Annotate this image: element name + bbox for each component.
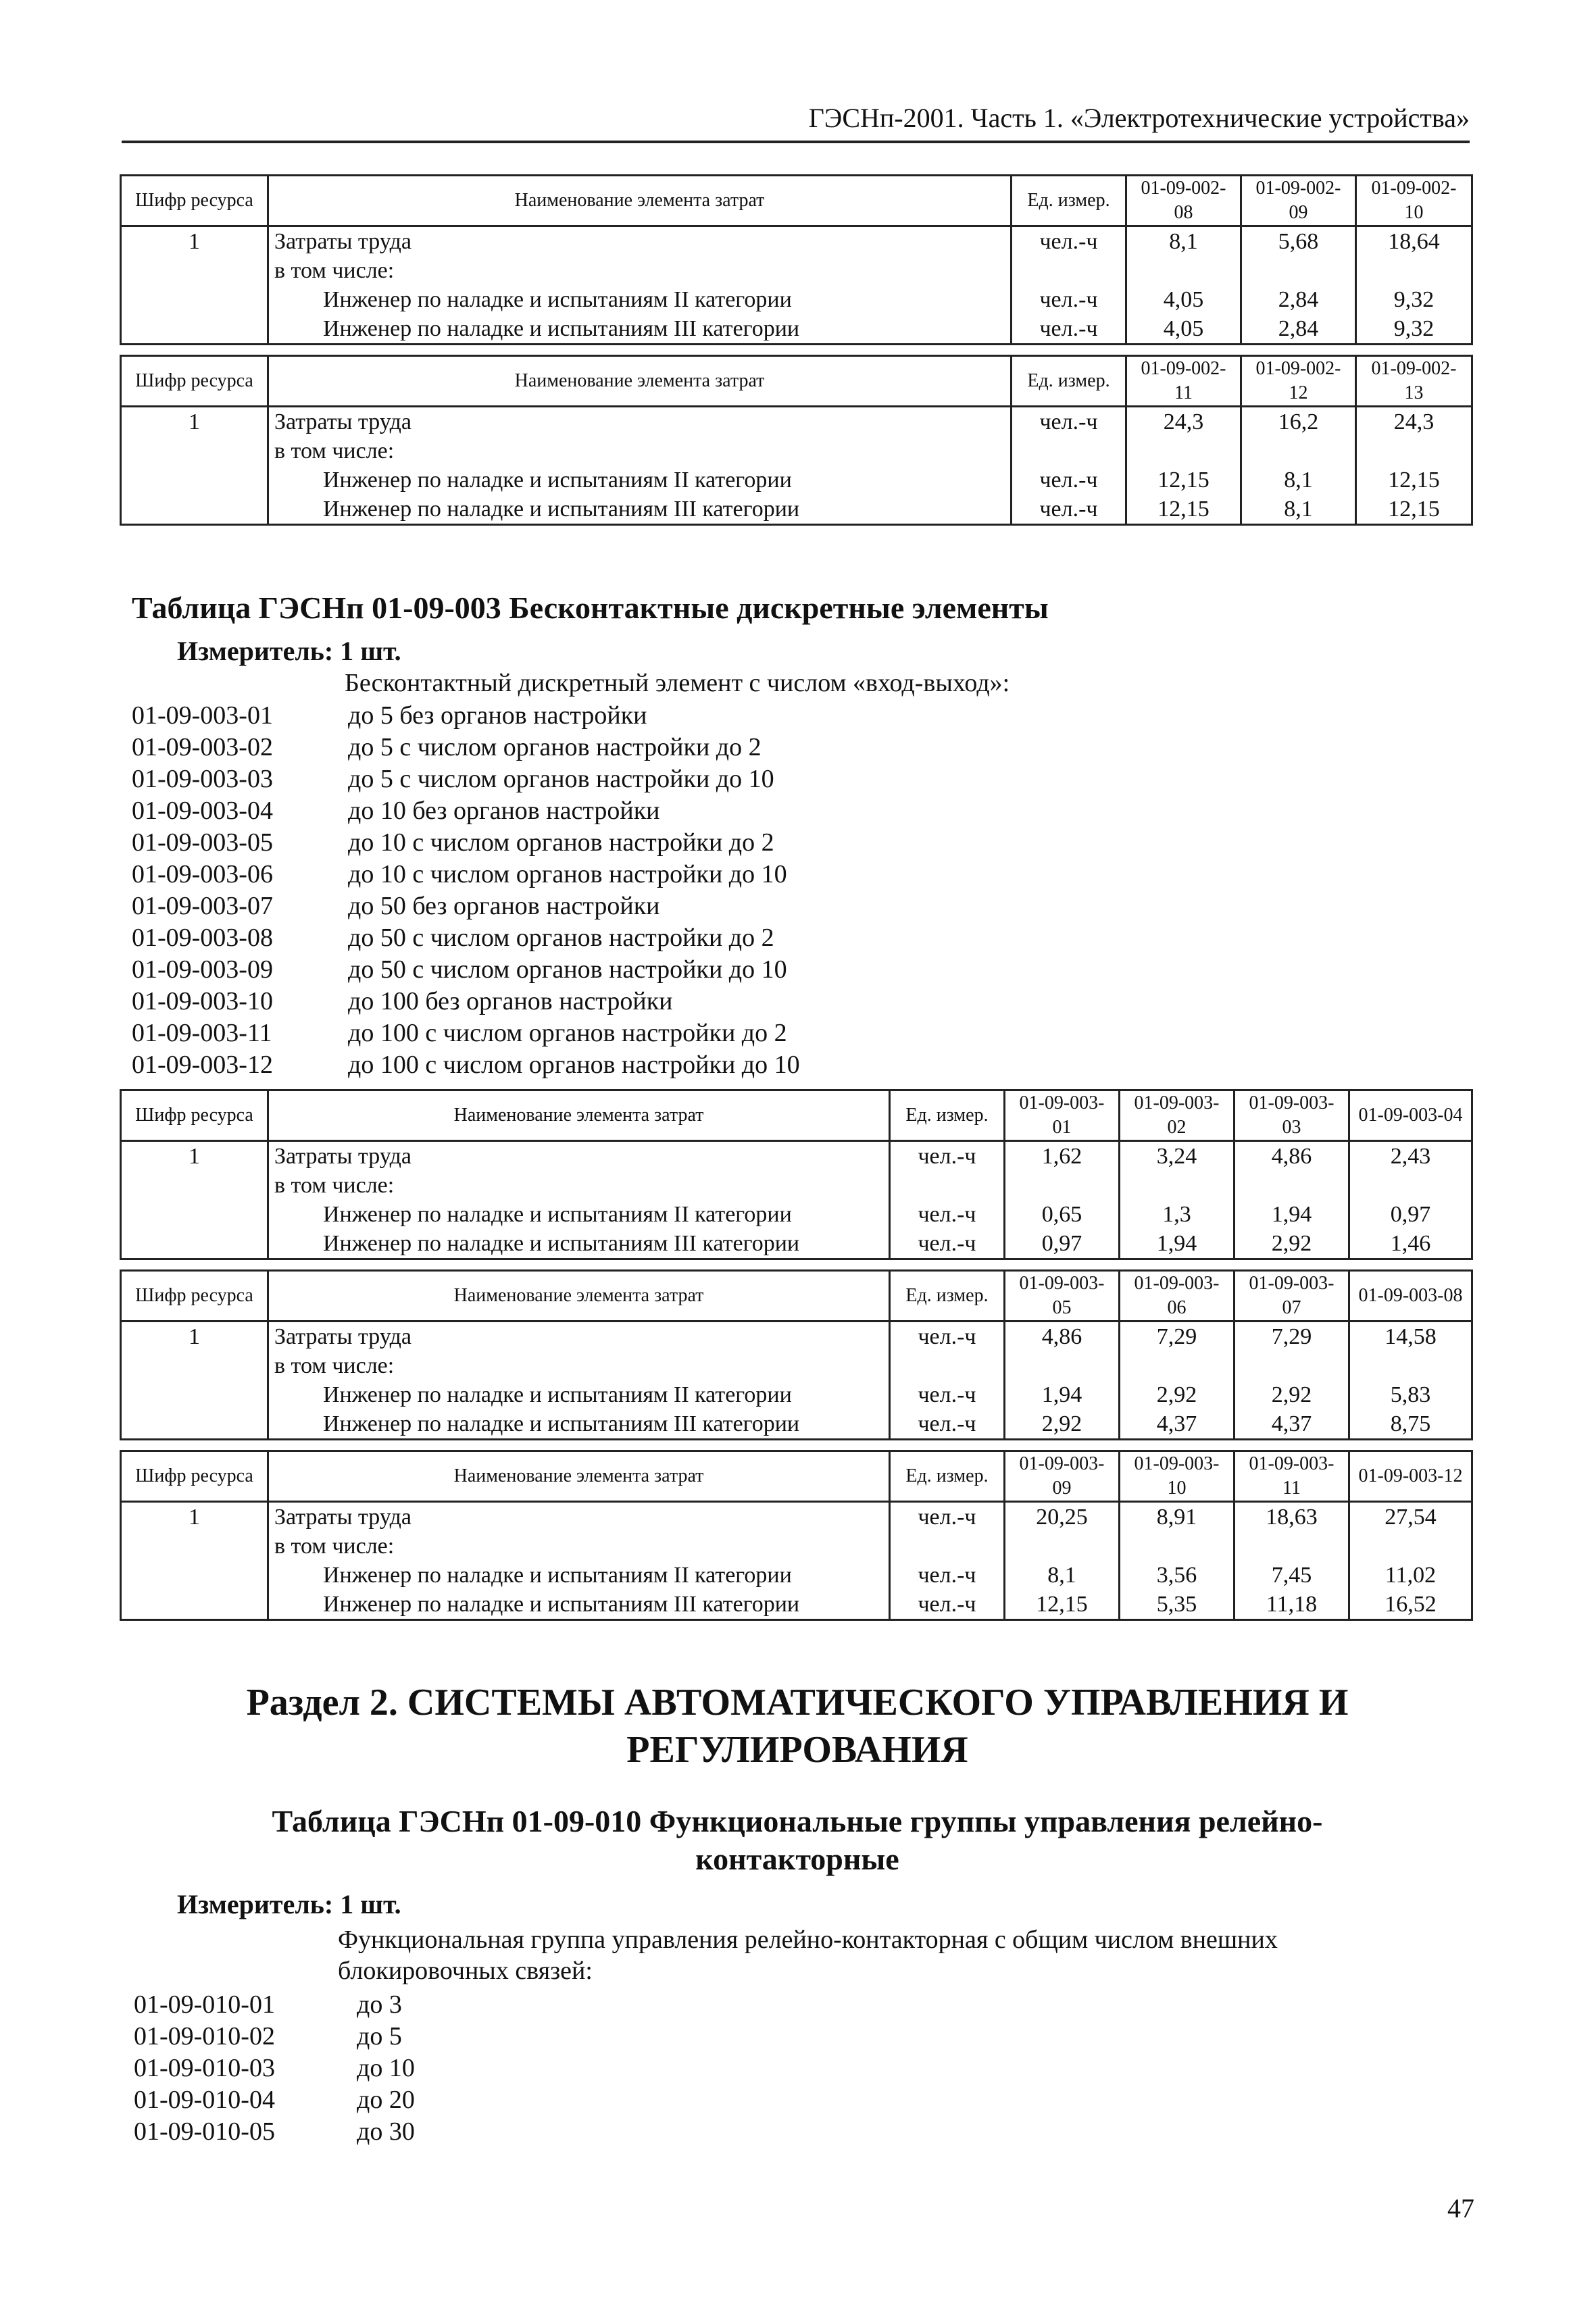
cell-value: 1,94	[1235, 1200, 1349, 1229]
cell-value	[1005, 1532, 1120, 1561]
table-010-intro	[338, 1924, 1278, 1986]
table-row	[121, 1229, 1472, 1259]
header-unit: Ед. измер.	[890, 1271, 1005, 1322]
header-cost-name: Наименование элемента затрат	[268, 1271, 890, 1322]
cell-value: 2,92	[1005, 1409, 1120, 1440]
table-header-row	[121, 1271, 1472, 1322]
item-code: 01-09-003-07	[132, 892, 273, 920]
cell-cost-name: в том числе:	[268, 1532, 890, 1561]
item-code: 01-09-003-10	[132, 987, 273, 1015]
cell-unit: чел.-ч	[890, 1322, 1005, 1352]
cell-value	[1235, 1171, 1349, 1200]
table-003-intro: Бесконтактный дискретный элемент с числом «вход-выход»:	[345, 669, 1010, 697]
cell-value: 11,02	[1349, 1561, 1472, 1590]
table-row	[121, 1409, 1472, 1440]
cell-value: 5,68	[1241, 226, 1356, 257]
item-description: до 100 с числом органов настройки до 2	[348, 1019, 787, 1047]
cell-value: 27,54	[1349, 1502, 1472, 1532]
cell-unit: чел.-ч	[1012, 407, 1126, 437]
cell-unit: чел.-ч	[1012, 285, 1126, 314]
cell-value	[1235, 1351, 1349, 1380]
list-item	[132, 1017, 800, 1049]
item-code: 01-09-003-05	[132, 828, 273, 857]
cell-value	[1235, 1532, 1349, 1561]
cell-resource-code	[121, 1532, 268, 1561]
list-item	[132, 795, 800, 827]
cell-resource-code	[121, 1200, 268, 1229]
item-description: до 20	[357, 2086, 415, 2114]
cell-cost-name: в том числе:	[268, 1171, 890, 1200]
cell-unit	[1012, 256, 1126, 285]
cell-value: 8,75	[1349, 1409, 1472, 1440]
cell-value	[1241, 256, 1356, 285]
cell-cost-name: Инженер по наладке и испытаниям III категории	[268, 314, 1012, 345]
header-norm-code: 01-09-003-05	[1005, 1271, 1120, 1322]
header-norm-code: 01-09-003-04	[1349, 1090, 1472, 1141]
cell-resource-code	[121, 1171, 268, 1200]
cell-unit: чел.-ч	[1012, 466, 1126, 495]
item-code: 01-09-003-01	[132, 701, 273, 730]
section-title-line-1: Раздел 2. СИСТЕМЫ АВТОМАТИЧЕСКОГО УПРАВЛЕНИЯ И	[246, 1682, 1349, 1724]
cell-value	[1356, 256, 1472, 285]
item-description: до 10	[357, 2054, 415, 2082]
table-gap	[121, 345, 1472, 356]
cell-value: 7,45	[1235, 1561, 1349, 1590]
table-row	[121, 1141, 1472, 1172]
table-row	[121, 1171, 1472, 1200]
cell-value: 14,58	[1349, 1322, 1472, 1352]
cell-value: 1,3	[1120, 1200, 1235, 1229]
cell-cost-name: Затраты труда	[268, 1322, 890, 1352]
header-cost-name: Наименование элемента затрат	[268, 1090, 890, 1141]
cell-value: 3,56	[1120, 1561, 1235, 1590]
cell-value: 24,3	[1126, 407, 1241, 437]
cell-value: 9,32	[1356, 314, 1472, 345]
item-description: до 50 без органов настройки	[348, 892, 660, 920]
table-row	[121, 256, 1472, 285]
cell-value: 18,63	[1235, 1502, 1349, 1532]
header-resource-code: Шифр ресурса	[121, 356, 268, 407]
table-row	[121, 285, 1472, 314]
cell-value: 8,1	[1005, 1561, 1120, 1590]
item-code: 01-09-010-03	[134, 2054, 275, 2082]
list-item	[132, 986, 800, 1017]
item-code: 01-09-010-04	[134, 2086, 275, 2114]
table-row	[121, 1380, 1472, 1409]
cell-unit: чел.-ч	[1012, 314, 1126, 345]
header-resource-code: Шифр ресурса	[121, 176, 268, 226]
header-norm-code: 01-09-003-11	[1235, 1451, 1349, 1502]
list-item	[134, 1989, 415, 2021]
cell-value: 1,46	[1349, 1229, 1472, 1259]
table-row	[121, 1351, 1472, 1380]
cell-value: 12,15	[1126, 466, 1241, 495]
table-row	[121, 1590, 1472, 1620]
header-norm-code: 01-09-002-12	[1241, 356, 1356, 407]
cell-unit	[890, 1532, 1005, 1561]
cell-value: 24,3	[1356, 407, 1472, 437]
cell-value: 1,94	[1005, 1380, 1120, 1409]
cell-value: 4,37	[1235, 1409, 1349, 1440]
list-item	[134, 2053, 415, 2084]
cell-value	[1349, 1171, 1472, 1200]
cell-resource-code: 1	[121, 1502, 268, 1532]
table-row	[121, 314, 1472, 345]
cell-value: 4,86	[1005, 1322, 1120, 1352]
header-norm-code: 01-09-003-06	[1120, 1271, 1235, 1322]
cell-resource-code	[121, 1380, 268, 1409]
item-code: 01-09-010-05	[134, 2117, 275, 2146]
cell-unit: чел.-ч	[890, 1502, 1005, 1532]
cell-cost-name: Инженер по наладке и испытаниям III категории	[268, 1229, 890, 1259]
table-header-row	[121, 1090, 1472, 1141]
header-unit: Ед. измер.	[890, 1451, 1005, 1502]
cell-value	[1120, 1532, 1235, 1561]
item-code: 01-09-003-06	[132, 860, 273, 888]
header-norm-code: 01-09-002-10	[1356, 176, 1472, 226]
table-003-title: Таблица ГЭСНп 01-09-003 Бесконтактные дискретные элементы	[132, 590, 1049, 625]
cell-resource-code: 1	[121, 407, 268, 437]
cell-value	[1005, 1171, 1120, 1200]
header-unit: Ед. измер.	[890, 1090, 1005, 1141]
cell-value	[1241, 436, 1356, 466]
header-norm-code: 01-09-002-08	[1126, 176, 1241, 226]
table-row	[121, 1502, 1472, 1532]
section-title-line-2: РЕГУЛИРОВАНИЯ	[626, 1729, 968, 1771]
cell-unit: чел.-ч	[890, 1141, 1005, 1172]
cell-value	[1356, 436, 1472, 466]
cell-cost-name: Затраты труда	[268, 1502, 890, 1532]
cell-resource-code: 1	[121, 226, 268, 257]
cell-cost-name: Затраты труда	[268, 226, 1012, 257]
list-item	[132, 827, 800, 859]
cell-cost-name: Инженер по наладке и испытаниям II категории	[268, 1200, 890, 1229]
table-010-title-line-2: контакторные	[695, 1842, 899, 1876]
cell-value: 5,35	[1120, 1590, 1235, 1620]
cell-cost-name: Инженер по наладке и испытаниям III категории	[268, 1409, 890, 1440]
cell-value: 4,86	[1235, 1141, 1349, 1172]
cell-value	[1349, 1351, 1472, 1380]
table-header-row	[121, 1451, 1472, 1502]
table-010-title-line-1: Таблица ГЭСНп 01-09-010 Функциональные группы управления релейно-	[272, 1804, 1323, 1838]
item-code: 01-09-003-02	[132, 733, 273, 761]
header-norm-code: 01-09-003-08	[1349, 1271, 1472, 1322]
cell-value: 1,62	[1005, 1141, 1120, 1172]
list-item	[134, 2084, 415, 2116]
item-code: 01-09-003-11	[132, 1019, 272, 1047]
cell-cost-name: в том числе:	[268, 436, 1012, 466]
header-norm-code: 01-09-003-09	[1005, 1451, 1120, 1502]
cell-value: 0,97	[1005, 1229, 1120, 1259]
list-item	[132, 700, 800, 732]
cell-value: 12,15	[1356, 466, 1472, 495]
table-010-item-list	[134, 1989, 415, 2148]
header-cost-name: Наименование элемента затрат	[268, 176, 1012, 226]
table-row	[121, 226, 1472, 257]
item-code: 01-09-003-04	[132, 797, 273, 825]
table-010-intro-line-2: блокировочных связей:	[338, 1957, 593, 1985]
header-norm-code: 01-09-002-13	[1356, 356, 1472, 407]
cell-value	[1126, 256, 1241, 285]
table-header-row	[121, 356, 1472, 407]
cell-value	[1120, 1351, 1235, 1380]
header-cost-name: Наименование элемента затрат	[268, 356, 1012, 407]
cell-cost-name: Инженер по наладке и испытаниям III категории	[268, 495, 1012, 525]
table-row	[121, 495, 1472, 525]
cell-value	[1005, 1351, 1120, 1380]
item-code: 01-09-003-08	[132, 924, 273, 952]
cell-cost-name: Затраты труда	[268, 407, 1012, 437]
header-cost-name: Наименование элемента затрат	[268, 1451, 890, 1502]
cost-table-003	[120, 1089, 1473, 1621]
item-description: до 30	[357, 2117, 415, 2146]
cell-value: 4,37	[1120, 1409, 1235, 1440]
table-010-title	[122, 1803, 1473, 1878]
cell-value: 9,32	[1356, 285, 1472, 314]
cell-cost-name: Инженер по наладке и испытаниям II категории	[268, 1380, 890, 1409]
cell-value: 8,1	[1126, 226, 1241, 257]
table-010-measure: Измеритель: 1 шт.	[177, 1889, 401, 1919]
cell-value: 4,05	[1126, 314, 1241, 345]
cell-value: 8,1	[1241, 495, 1356, 525]
table-header-row	[121, 176, 1472, 226]
list-item	[132, 922, 800, 954]
item-description: до 5 с числом органов настройки до 10	[348, 765, 774, 793]
cell-value: 4,05	[1126, 285, 1241, 314]
cell-cost-name: Инженер по наладке и испытаниям II категории	[268, 466, 1012, 495]
cell-resource-code	[121, 256, 268, 285]
cell-value: 8,91	[1120, 1502, 1235, 1532]
cell-unit: чел.-ч	[890, 1409, 1005, 1440]
cell-resource-code	[121, 1409, 268, 1440]
item-description: до 10 с числом органов настройки до 2	[348, 828, 774, 857]
cell-cost-name: Инженер по наладке и испытаниям II категории	[268, 1561, 890, 1590]
header-norm-code: 01-09-002-11	[1126, 356, 1241, 407]
cell-resource-code	[121, 466, 268, 495]
cell-unit	[1012, 436, 1126, 466]
cell-value: 7,29	[1235, 1322, 1349, 1352]
cell-value: 11,18	[1235, 1590, 1349, 1620]
cell-unit	[890, 1171, 1005, 1200]
cell-resource-code	[121, 285, 268, 314]
cell-cost-name: в том числе:	[268, 256, 1012, 285]
item-description: до 10 без органов настройки	[348, 797, 660, 825]
item-description: до 5 без органов настройки	[348, 701, 647, 730]
cell-value: 1,94	[1120, 1229, 1235, 1259]
cell-value: 0,97	[1349, 1200, 1472, 1229]
item-description: до 10 с числом органов настройки до 10	[348, 860, 787, 888]
cell-cost-name: Инженер по наладке и испытаниям II категории	[268, 285, 1012, 314]
cell-unit	[890, 1351, 1005, 1380]
item-code: 01-09-010-02	[134, 2022, 275, 2051]
cell-cost-name: в том числе:	[268, 1351, 890, 1380]
header-norm-code: 01-09-003-01	[1005, 1090, 1120, 1141]
header-norm-code: 01-09-003-02	[1120, 1090, 1235, 1141]
cell-resource-code	[121, 1229, 268, 1259]
item-description: до 5 с числом органов настройки до 2	[348, 733, 762, 761]
cell-value: 2,84	[1241, 285, 1356, 314]
table-gap	[121, 1259, 1472, 1271]
list-item	[132, 763, 800, 795]
header-resource-code: Шифр ресурса	[121, 1451, 268, 1502]
cell-value: 5,83	[1349, 1380, 1472, 1409]
cell-value: 12,15	[1126, 495, 1241, 525]
table-row	[121, 1561, 1472, 1590]
header-unit: Ед. измер.	[1012, 356, 1126, 407]
item-code: 01-09-003-09	[132, 955, 273, 984]
list-item	[134, 2021, 415, 2053]
cell-value: 12,15	[1005, 1590, 1120, 1620]
cell-value: 16,52	[1349, 1590, 1472, 1620]
cell-resource-code	[121, 495, 268, 525]
item-code: 01-09-010-01	[134, 1990, 275, 2019]
cell-value: 20,25	[1005, 1502, 1120, 1532]
table-row	[121, 1532, 1472, 1561]
cell-unit: чел.-ч	[890, 1561, 1005, 1590]
table-row	[121, 407, 1472, 437]
cell-cost-name: Затраты труда	[268, 1141, 890, 1172]
list-item	[132, 890, 800, 922]
item-code: 01-09-003-12	[132, 1051, 273, 1079]
list-item	[132, 1049, 800, 1081]
header-unit: Ед. измер.	[1012, 176, 1126, 226]
cell-value	[1349, 1532, 1472, 1561]
cell-unit: чел.-ч	[890, 1200, 1005, 1229]
cell-value: 2,43	[1349, 1141, 1472, 1172]
cell-value: 8,1	[1241, 466, 1356, 495]
cell-cost-name: Инженер по наладке и испытаниям III категории	[268, 1590, 890, 1620]
cell-unit: чел.-ч	[890, 1590, 1005, 1620]
cell-value: 7,29	[1120, 1322, 1235, 1352]
item-description: до 100 без органов настройки	[348, 987, 673, 1015]
cell-value: 3,24	[1120, 1141, 1235, 1172]
cell-resource-code: 1	[121, 1141, 268, 1172]
page-number: 47	[1447, 2193, 1474, 2223]
cell-resource-code	[121, 314, 268, 345]
header-resource-code: Шифр ресурса	[121, 1271, 268, 1322]
cell-resource-code: 1	[121, 1322, 268, 1352]
header-norm-code: 01-09-003-10	[1120, 1451, 1235, 1502]
table-row	[121, 1322, 1472, 1352]
cell-value: 16,2	[1241, 407, 1356, 437]
cell-resource-code	[121, 436, 268, 466]
cell-value: 2,92	[1120, 1380, 1235, 1409]
list-item	[134, 2116, 415, 2148]
item-description: до 50 с числом органов настройки до 10	[348, 955, 787, 984]
table-003-measure: Измеритель: 1 шт.	[177, 636, 401, 666]
cell-value: 2,84	[1241, 314, 1356, 345]
cell-resource-code	[121, 1351, 268, 1380]
item-description: до 100 с числом органов настройки до 10	[348, 1051, 800, 1079]
cell-value: 2,92	[1235, 1229, 1349, 1259]
cell-unit: чел.-ч	[1012, 226, 1126, 257]
item-description: до 50 с числом органов настройки до 2	[348, 924, 774, 952]
table-003-item-list	[132, 700, 800, 1081]
cell-value: 12,15	[1356, 495, 1472, 525]
cell-value: 0,65	[1005, 1200, 1120, 1229]
cell-value	[1120, 1171, 1235, 1200]
cell-unit: чел.-ч	[1012, 495, 1126, 525]
table-row	[121, 436, 1472, 466]
list-item	[132, 732, 800, 763]
cell-value: 2,92	[1235, 1380, 1349, 1409]
cell-value: 18,64	[1356, 226, 1472, 257]
cell-unit: чел.-ч	[890, 1229, 1005, 1259]
item-description: до 5	[357, 2022, 402, 2051]
list-item	[132, 954, 800, 986]
cell-resource-code	[121, 1561, 268, 1590]
table-gap	[121, 1440, 1472, 1451]
cell-value	[1126, 436, 1241, 466]
header-norm-code: 01-09-003-03	[1235, 1090, 1349, 1141]
item-description: до 3	[357, 1990, 402, 2019]
cost-table-002	[120, 174, 1473, 526]
table-010-intro-line-1: Функциональная группа управления релейно-контакторная с общим числом внешних	[338, 1926, 1278, 1954]
cell-resource-code	[121, 1590, 268, 1620]
header-norm-code: 01-09-002-09	[1241, 176, 1356, 226]
running-header: ГЭСНп-2001. Часть 1. «Электротехнические устройства»	[122, 101, 1470, 143]
header-norm-code: 01-09-003-07	[1235, 1271, 1349, 1322]
header-resource-code: Шифр ресурса	[121, 1090, 268, 1141]
table-row	[121, 1200, 1472, 1229]
table-row	[121, 466, 1472, 495]
header-norm-code: 01-09-003-12	[1349, 1451, 1472, 1502]
section-2-title	[122, 1679, 1473, 1774]
cell-unit: чел.-ч	[890, 1380, 1005, 1409]
item-code: 01-09-003-03	[132, 765, 273, 793]
list-item	[132, 859, 800, 890]
